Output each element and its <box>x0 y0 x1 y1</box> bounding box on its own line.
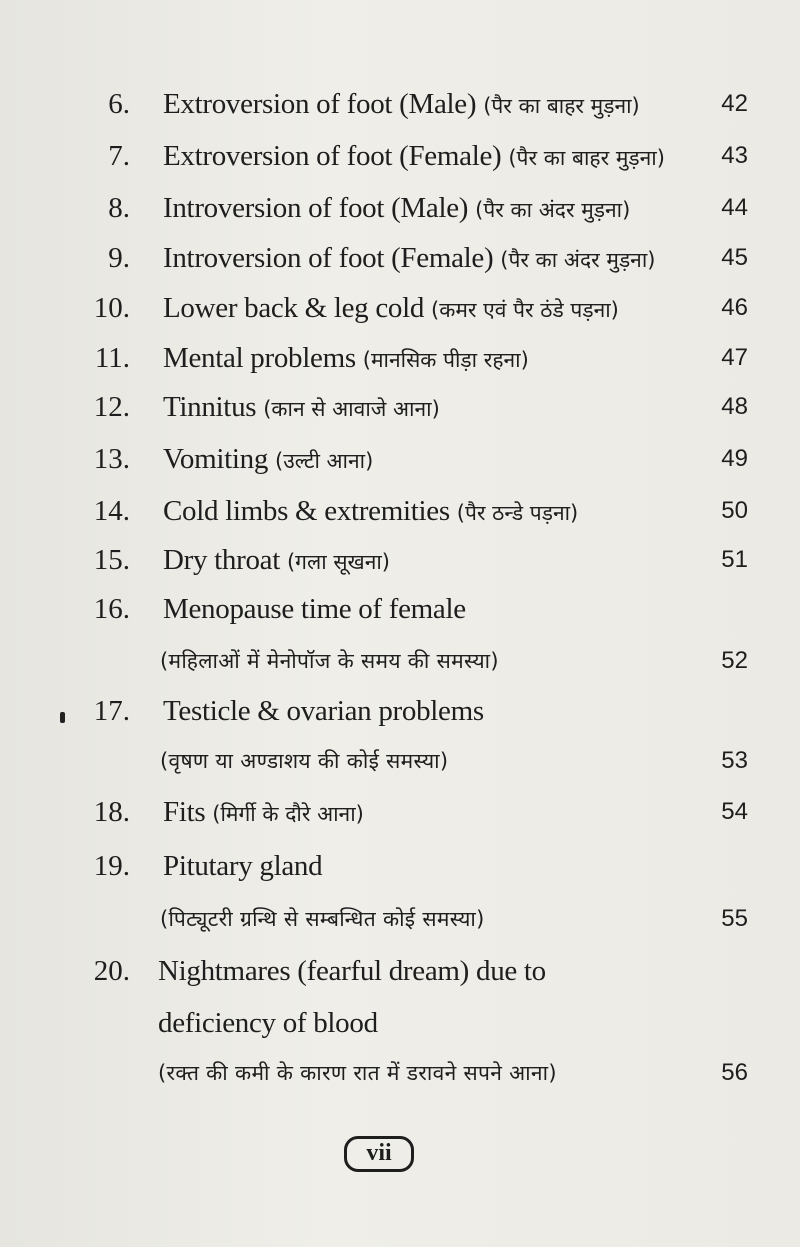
entry-title: Lower back & leg cold (कमर एवं पैर ठंडे पड़ना) <box>163 292 619 324</box>
toc-entry-15 <box>0 535 800 585</box>
toc-entry-10 <box>0 283 800 333</box>
entry-title: Introversion of foot (Female) (पैर का अंदर मुड़ना) <box>163 242 656 274</box>
toc-entry-12 <box>0 382 800 432</box>
entry-page-number: 44 <box>721 194 748 221</box>
toc-entry-19-subline <box>0 894 800 944</box>
toc-entry-9 <box>0 233 800 283</box>
entry-title: Introversion of foot (Male) (पैर का अंदर मुड़ना) <box>163 192 631 224</box>
entry-page-number: 43 <box>721 142 748 169</box>
entry-hindi-title: (वृषण या अण्डाशय की कोई समस्या) <box>160 749 449 773</box>
toc-entry-18 <box>0 787 800 837</box>
entry-number: 11. <box>94 342 130 374</box>
entry-page-number: 55 <box>721 905 748 932</box>
entry-number: 17. <box>93 695 130 727</box>
entry-hindi-title: (रक्त की कमी के कारण रात में डरावने सपने आना) <box>158 1061 557 1085</box>
entry-number: 6. <box>108 88 130 120</box>
entry-title: Testicle & ovarian problems <box>163 695 484 727</box>
entry-number: 19. <box>93 850 130 882</box>
entry-title: Pitutary gland <box>163 850 323 882</box>
entry-number: 15. <box>93 544 130 576</box>
entry-title: Dry throat (गला सूखना) <box>163 544 390 576</box>
entry-page-number: 47 <box>721 344 748 371</box>
entry-page-number: 52 <box>721 647 748 674</box>
entry-title: Tinnitus (कान से आवाजे आना) <box>163 391 440 423</box>
entry-number: 7. <box>108 140 130 172</box>
entry-page-number: 54 <box>721 798 748 825</box>
toc-entry-14 <box>0 486 800 536</box>
entry-title: Extroversion of foot (Male) (पैर का बाहर मुड़ना) <box>163 88 640 120</box>
entry-page-number: 51 <box>721 546 748 573</box>
entry-title: Menopause time of female <box>163 593 466 625</box>
entry-page-number: 53 <box>721 747 748 774</box>
entry-title: Mental problems (मानसिक पीड़ा रहना) <box>163 342 529 374</box>
entry-number: 10. <box>93 292 130 324</box>
entry-page-number: 42 <box>721 90 748 117</box>
toc-entry-6 <box>0 79 800 129</box>
entry-page-number: 48 <box>721 393 748 420</box>
toc-entry-20-line2 <box>0 998 800 1048</box>
entry-title: Extroversion of foot (Female) (पैर का बाहर मुड़ना) <box>163 140 665 172</box>
entry-page-number: 50 <box>721 497 748 524</box>
entry-number: 18. <box>93 796 130 828</box>
toc-entry-13 <box>0 434 800 484</box>
entry-page-number: 46 <box>721 294 748 321</box>
toc-entry-17 <box>0 686 800 736</box>
entry-page-number: 56 <box>721 1059 748 1086</box>
toc-entry-20 <box>0 946 800 996</box>
toc-entry-7 <box>0 131 800 181</box>
entry-number: 13. <box>93 443 130 475</box>
entry-page-number: 49 <box>721 445 748 472</box>
page-folio: vii <box>344 1136 414 1172</box>
toc-entry-16-subline <box>0 636 800 686</box>
entry-title: Cold limbs & extremities (पैर ठन्डे पड़ना) <box>163 495 579 527</box>
toc-entry-11 <box>0 333 800 383</box>
entry-number: 12. <box>93 391 130 423</box>
entry-title: Fits (मिर्गी के दौरे आना) <box>163 796 364 828</box>
toc-entry-17-subline <box>0 736 800 786</box>
entry-title: Nightmares (fearful dream) due to <box>158 955 546 987</box>
toc-entry-16 <box>0 584 800 634</box>
entry-number: 20. <box>93 955 130 987</box>
entry-number: 16. <box>93 593 130 625</box>
entry-title: Vomiting (उल्टी आना) <box>163 443 374 475</box>
entry-number: 8. <box>108 192 130 224</box>
toc-entry-19 <box>0 841 800 891</box>
entry-hindi-title: (पिट्यूटरी ग्रन्थि से सम्बन्धित कोई समस्या) <box>160 907 485 931</box>
entry-number: 9. <box>108 242 130 274</box>
entry-title-continued: deficiency of blood <box>158 1007 378 1039</box>
entry-hindi-title: (महिलाओं में मेनोपॉज के समय की समस्या) <box>160 649 499 673</box>
toc-entry-20-subline <box>0 1048 800 1098</box>
entry-number: 14. <box>93 495 130 527</box>
entry-page-number: 45 <box>721 244 748 271</box>
toc-entry-8 <box>0 183 800 233</box>
